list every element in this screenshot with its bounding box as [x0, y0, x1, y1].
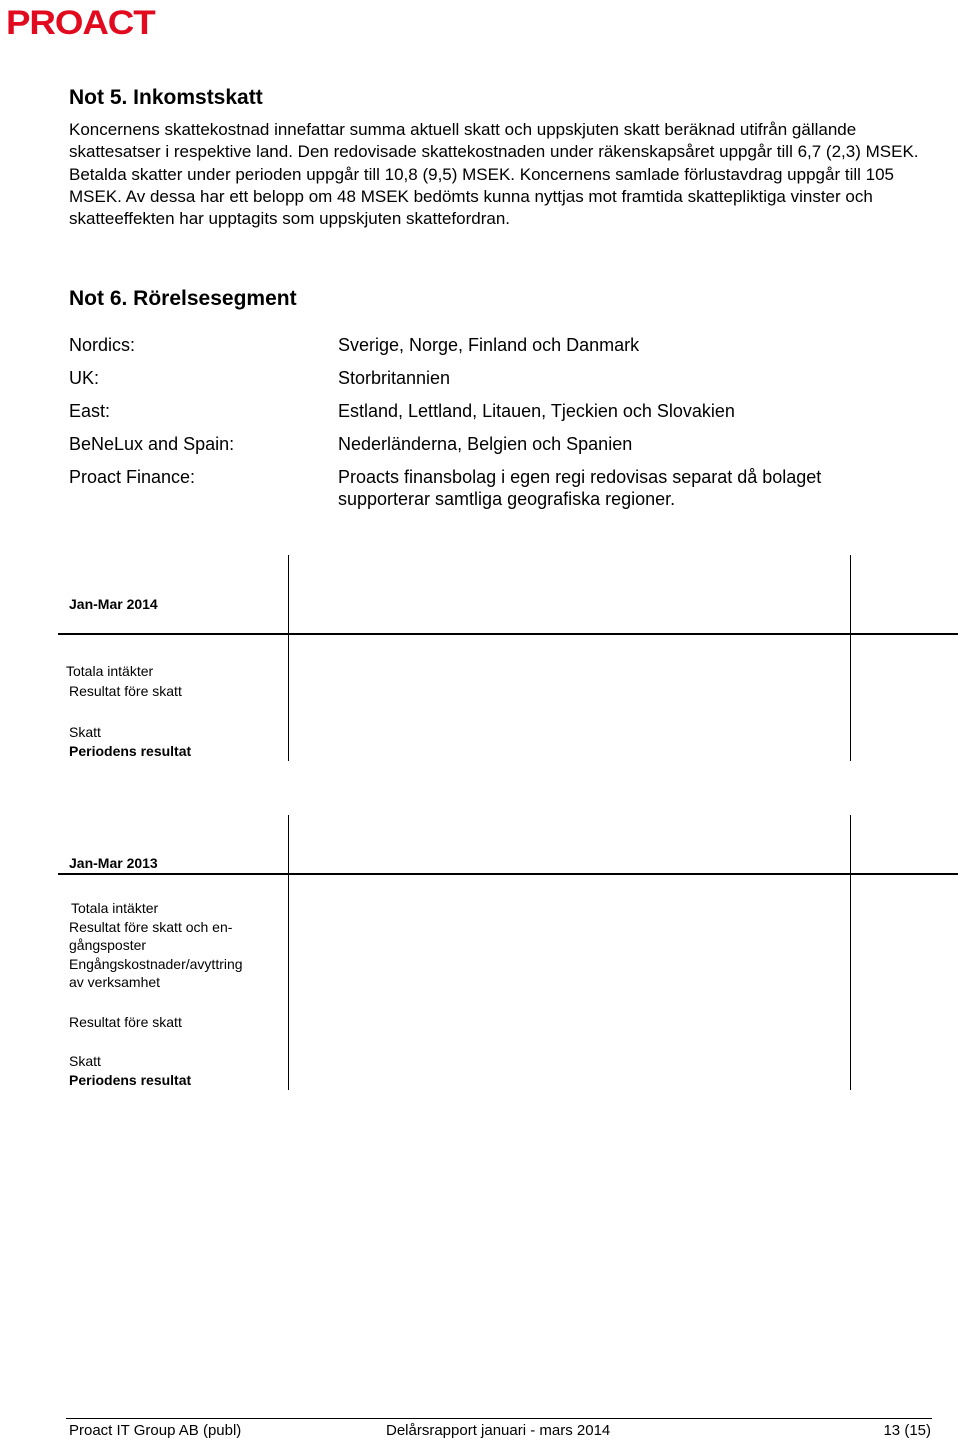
row-label-continued: gångsposter: [69, 937, 147, 953]
row-label: Skatt: [69, 724, 101, 740]
period-header: Jan-Mar 2013: [69, 855, 158, 871]
proact-logo: PROACT: [6, 4, 155, 42]
row-label: Resultat före skatt och en-: [69, 919, 233, 935]
table-divider: [288, 635, 289, 761]
table-divider: [288, 815, 289, 873]
segment-value-benelux: Nederländerna, Belgien och Spanien: [338, 434, 633, 454]
row-label: Periodens resultat: [69, 1072, 192, 1088]
page-footer: [66, 1418, 932, 1439]
table-divider: [850, 875, 851, 1090]
note6-title: Not 6. Rörelsesegment: [69, 287, 297, 310]
footer-page-number: 13 (15): [883, 1422, 931, 1439]
row-label: Resultat före skatt: [69, 683, 182, 699]
note5-title: Not 5. Inkomstskatt: [69, 86, 263, 109]
table-divider: [288, 875, 289, 1090]
segment-value-uk: Storbritannien: [338, 368, 451, 388]
table-divider: [288, 555, 289, 633]
segment-label-east: East:: [69, 401, 111, 421]
row-label: Periodens resultat: [69, 743, 192, 759]
table-divider: [850, 635, 851, 761]
segment-label-benelux: BeNeLux and Spain:: [69, 434, 235, 454]
segment-label-uk: UK:: [69, 368, 100, 388]
table-header-rule: [58, 633, 958, 635]
row-label: Resultat före skatt: [69, 1014, 182, 1030]
footer-report-title: Delårsrapport januari - mars 2014: [386, 1422, 611, 1439]
table-divider: [850, 815, 851, 873]
note5-body: Koncernens skattekostnad innefattar summa aktuell skatt och uppskjuten skatt beräknad utifrån gällande skattesatser i respektive land. Den redovisade skattekostnaden under räkenskapsåret uppgår till 6,7 (2,3) MSEK. Betalda skatter under perioden uppgår till 10,8 (9,5) MSEK. Koncernens samlade förlustavdrag uppgår till 105 MSEK. Av dessa har ett belopp om 48 MSEK bedömts kunna nyttjas mot framtida skattepliktiga vinster och skatteeffekten har upptagits som uppskjuten skattefordran.: [69, 120, 919, 229]
segment-label-finance: Proact Finance:: [69, 467, 196, 487]
table-divider: [850, 555, 851, 633]
segment-value-east: Estland, Lettland, Litauen, Tjeckien och Slovakien: [338, 401, 735, 421]
segment-value-nordics: Sverige, Norge, Finland och Danmark: [338, 335, 640, 355]
table-header-rule: [58, 873, 958, 875]
segment-value-finance: Proacts finansbolag i egen regi redovisas separat då bolaget supporterar samtliga geografiska regioner.: [338, 467, 822, 509]
row-label-continued: av verksamhet: [69, 974, 161, 990]
period-header: Jan-Mar 2014: [69, 596, 158, 612]
row-label: Totala intäkter: [66, 663, 154, 679]
row-label: Engångskostnader/avyttring: [69, 956, 243, 972]
row-label: Skatt: [69, 1053, 101, 1069]
footer-company: Proact IT Group AB (publ): [69, 1422, 242, 1439]
segment-label-nordics: Nordics:: [69, 335, 136, 355]
row-label: Totala intäkter: [71, 900, 159, 916]
